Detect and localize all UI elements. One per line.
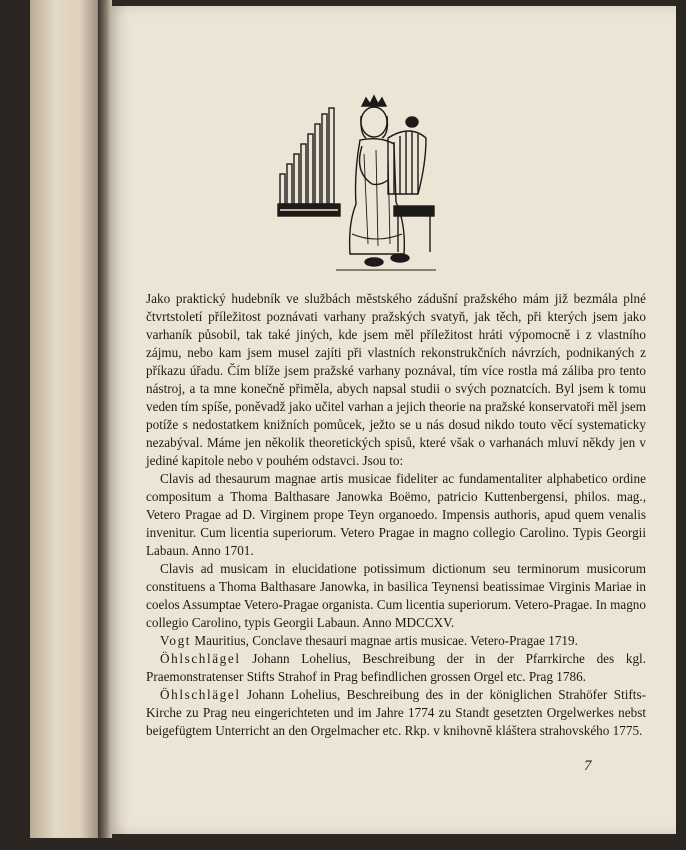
reference-2 <box>146 560 646 632</box>
reference-4 <box>146 650 646 686</box>
reference-5-text: Johann Lohelius, Beschreibung des in der königlichen Strahöfer Stifts-Kirche zu Prag neu eingerichteten und im Jahre 1774 zu Standt gesetzten Orgelwerkes nebst beigefügtem Unterricht an den Orgelmacher etc. Rkp. v knihovně kláštera strahovského 1775. <box>146 687 646 738</box>
book-page <box>110 6 676 834</box>
reference-2-text: Clavis ad musicam in elucidatione potissimum dictionum seu terminorum musicorum constituens a Thoma Balthasare Janowka, in basilica Teynensi beatissimae Virginis Mariae in coelos Assumptae Vetero-Pragae organista. Cum licentia superiorum. Vetero-Pragae. In magno collegio Carolino, typis Georgii Labaun. Anno MDCCXV. <box>146 561 646 630</box>
reference-4-text: Johann Lohelius, Beschreibung der in der Pfarrkirche des kgl. Praemonstratenser Stifts Strahof in Prag befindlichen grossen Orgel etc. Prag 1786. <box>146 651 646 684</box>
harpist-organ-woodcut <box>276 94 446 280</box>
reference-3-author: Vogt <box>160 633 192 648</box>
reference-1 <box>146 470 646 560</box>
intro-paragraph: Jako praktický hudebník ve službách městského zádušní pražského mám již bezmála plné čtvrtstoletí příležitost poznávati varhany pražských svatyň, jak těch, při kterých jsem jako varhaník působil, tak také jiných, kde jsem měl příležitost hráti výpomocně i z vlastního zájmu, nebo kam jsem musel zajíti při vlastních rekonstrukčních návrzích, podnikaných z příkazu úřadu. Čím blíže jsem pražské varhany poznával, tím více rostla má záliba pro tento nástroj, a ta mne konečně přiměla, abych napsal studii o svých poznatcích. Byl jsem k tomu veden tím spíše, poněvadž jako učitel varhan a jejich theorie na pražské konservatoři měl jsem potíže s nedostatkem knižních pomůcek, ježto se u nás dosud nikdo touto věcí systematicky nezabýval. Máme jen několik theoretických spisů, které však o varhanách mluví někdy jen v jediné kapitole nebo v pouhém odstavci. Jsou to: <box>146 291 646 468</box>
page-number: 7 <box>584 758 592 774</box>
reference-3-text: Mauritius, Conclave thesauri magnae artis musicae. Vetero-Pragae 1719. <box>191 633 578 648</box>
reference-4-author: Öhlschlägel <box>160 651 241 666</box>
reference-1-text: Clavis ad thesaurum magnae artis musicae fideliter ac fundamentaliter alphabetico ordine compositum a Thoma Balthasare Janowka Boëmo, patricio Kuttenbergensi, philos. mag., Vetero Pragae ad D. Virginem prope Teyn organoedo. Impensis authoris, apud quem venalis invenitur. Cum licentia superiorum. Vetero Pragae in magno collegio Carolino. Typis Georgii Labaun. Anno 1701. <box>146 471 646 558</box>
left-page-edge <box>30 0 102 838</box>
reference-3 <box>146 632 646 650</box>
reference-5-author: Öhlschlägel <box>160 687 241 702</box>
body-text <box>146 290 646 740</box>
reference-5 <box>146 686 646 740</box>
